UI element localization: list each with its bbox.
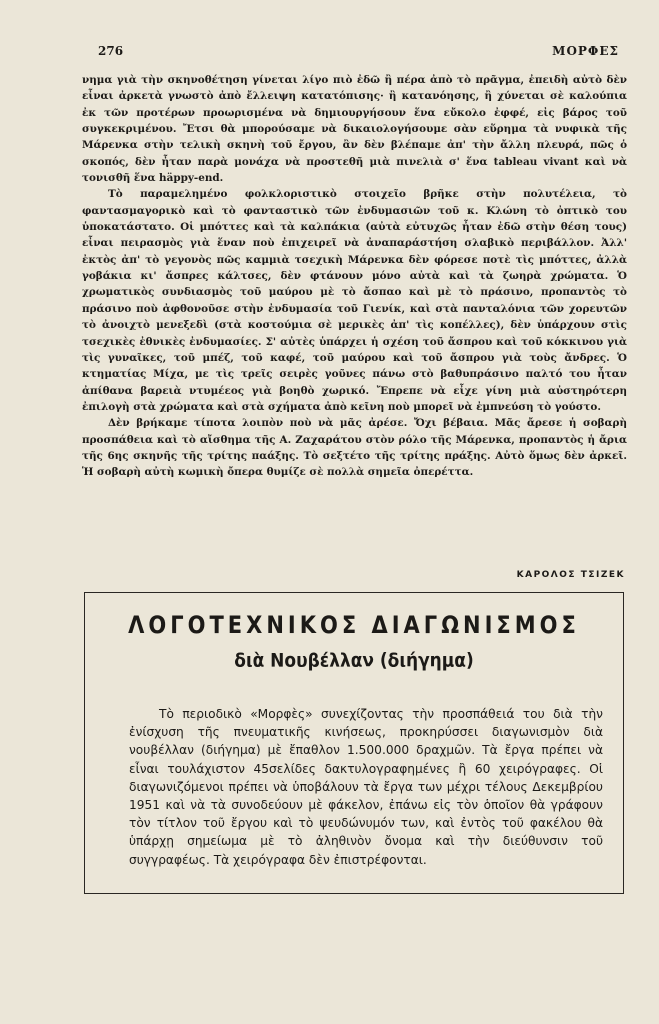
article-paragraph-3: Δὲν βρήκαμε τίποτα λοιπὸν ποὺ νὰ μᾶς ἀρέσε. Ὄχι βέβαια. Μᾶς ἄρεσε ἡ σοβαρὴ προσπάθεια καὶ τὸ αἴσθημα τῆς Α. Ζαχαράτου στὸν ρόλο τῆς Μάρενκα, προπαντὸς ἡ ἄρια τῆς 6ης σκηνῆς τῆς τρίτης παάξης. Τὸ σεξτέτο τῆς τρίτης πράξης. Αὐτὸ ὅμως δὲν ἀρκεῖ. Ἡ σοβαρὴ αὐτὴ κωμικὴ ὄπερα θυμίζε σὲ πολλὰ σημεῖα ὀπερέττα. [82,417,627,479]
journal-title: ΜΟΡΦΕΣ [552,44,619,58]
article-text [82,72,627,481]
page-number: 276 [98,44,124,58]
notice-title: ΛΟΓΟΤΕΧΝΙΚΟΣ ΔΙΑΓΩΝΙΣΜΟΣ [128,611,580,639]
article-paragraph-2: Τὸ παραμελημένο φολκλοριστικὸ στοιχεῖο βρῆκε στὴν πολυτέλεια, τὸ φαντασμαγορικὸ καὶ τὸ φανταστικὸ τῶν ἐνδυμασιῶν τοῦ κ. Κλώνη τὸ ὀπτικὸ του ὑποκατάστατο. Οἱ μπόττες καὶ τὰ καλπάκια (αὐτὰ εὐτυχῶς ἦταν ἐδῶ στὴν θέση τους) εἶναι πειρασμὸς γιὰ ἕναν ποὺ ἐπιχειρεῖ νὰ ἀναπαράστήση σλαβικὸ περιβάλλον. Ἀλλ' ἐκτὸς ἀπ' τὸ γεγονὸς πῶς καμμιὰ τσεχικὴ Μάρενκα δὲν φόρεσε ποτὲ τὶς μπόττες, ἀλλὰ γοβάκια κι' ἄσπρες κάλτσες, δὲν φτάνουν μόνο αὐτὰ καὶ τὰ ζωηρὰ χρώματα. Ὁ χρωματικὸς συνδιασμὸς τοῦ μαύρου μὲ τὸ ἄσπαο καὶ μὲ τὸ πράσινο, προπαντὸς τὸ πράσινο ποὺ ἀφθονοῦσε στὴν ἐνδυμασία τοῦ Γιενίκ, καὶ στὰ πανταλόνια τῶν χορευτῶν τὸ ἀνοιχτὸ μενεξεδὶ (στὰ κοστούμια σὲ μερικὲς ἀπ' τὶς κοπέλλες), δὲν ὑπάρχουν στὶς τσεχικὲς ἐθνικὲς ἐνδυμασίες. Σ' αὐτὲς ὑπάρχει ἡ σχέση τοῦ ἄσπρου καὶ τοῦ κόκκινου γιὰ τὶς γυναῖκες, τοῦ μπέζ, τοῦ καφέ, τοῦ μαύρου καὶ τοῦ ἄσπρου γιὰ τοὺς ἄνδρες. Ὁ κτηματίας Μίχα, με τὶς τρεῖς σειρὲς γοῦνες πάνω στὸ βαθυπράσινο παλτό του ἦταν ἀπίθανα βαρειὰ ντυμέεος γιὰ βοηθὸ χωρικό. Ἔπρεπε νὰ εἶχε γίνη μιὰ αὐστηρότερη ἐπιλογὴ στὰ χρώματα καὶ στὰ σχήματα ἀπὸ κεῖνη ποὺ μπορεῖ νὰ ἐμπνεύση τὸ γούστο. [82,188,627,413]
article-author: ΚΑΡΟΛΟΣ ΤΣΙΖΕΚ [516,570,625,580]
competition-notice-box [84,592,624,894]
notice-paragraph: Τὸ περιοδικὸ «Μορφὲς» συνεχίζοντας τὴν προσπάθειά του διὰ τὴν ἐνίσχυση τῆς πνευματικῆς κινήσεως, προκηρύσσει διαγωνισμὸν διὰ νουβέλλαν (διήγημα) μὲ ἔπαθλον 1.500.000 δραχμῶν. Τὰ ἔργα πρέπει νὰ εἶναι τουλάχιστον 45σελίδες δακτυλογραφημένες ἢ 60 χειρόγραφες. Οἱ διαγωνιζόμενοι πρέπει νὰ ὑποβάλουν τὰ ἔργα των μέχρι τέλους Δεκεμβρίου 1951 καὶ νὰ τὰ συνοδεύουν μὲ φάκελον, ἐπάνω εἰς τὸν ὁποῖον θὰ γράφουν τὸν τίτλον τοῦ ἔργου καὶ τὸ ψευδώνυμόν των, καὶ ἐντὸς τοῦ φακέλου θὰ ὑπάρχῃ σημείωμα μὲ τὸ ἀληθινὸν ὄνομα καὶ τὴν διεύθυνσιν τοῦ συγγραφέως. Τὰ χειρόγραφα δὲν ἐπιστρέφονται. [129,707,603,867]
running-head [98,44,619,64]
notice-body [129,705,603,869]
notice-subtitle: διὰ Νουβέλλαν (διήγημα) [234,650,474,672]
article-paragraph-1: νημα γιὰ τὴν σκηνοθέτηση γίνεται λίγο πιὸ ἐδῶ ἢ πέρα ἀπὸ τὸ πρᾶγμα, ἐπειδὴ αὐτὸ δὲν εἶναι ἀρκετὰ γνωστὸ ἀπὸ ἔλλειψη κατατόπισης· ἢ κατανόησης, ἢ χύνεται σὲ καλούπια ἐκ τῶν προτέρων προωρισμένα νὰ δημιουργήσουν ἕνα εὔκολο ἐφφέ, εἰς βάρος τοῦ συγκεκριμένου. Ἔτσι θὰ μπορούσαμε νὰ δικαιολογήσουμε σὰν εὕρημα τὰ νυφικὰ τῆς Μάρενκα στὴν τελικὴ σκηνὴ τοῦ ἔργου, ἂν δὲν βλέπαμε ἀπ' τὴν ἄλλη πλευρά, πῶς ὁ σκοπός, δὲν ἦταν παρὰ μονάχα νὰ προστεθῆ μιὰ πινελιὰ σ' ἕνα tableau vivant καὶ νὰ τονισθῆ ἕνα häppy-end. [82,74,627,185]
